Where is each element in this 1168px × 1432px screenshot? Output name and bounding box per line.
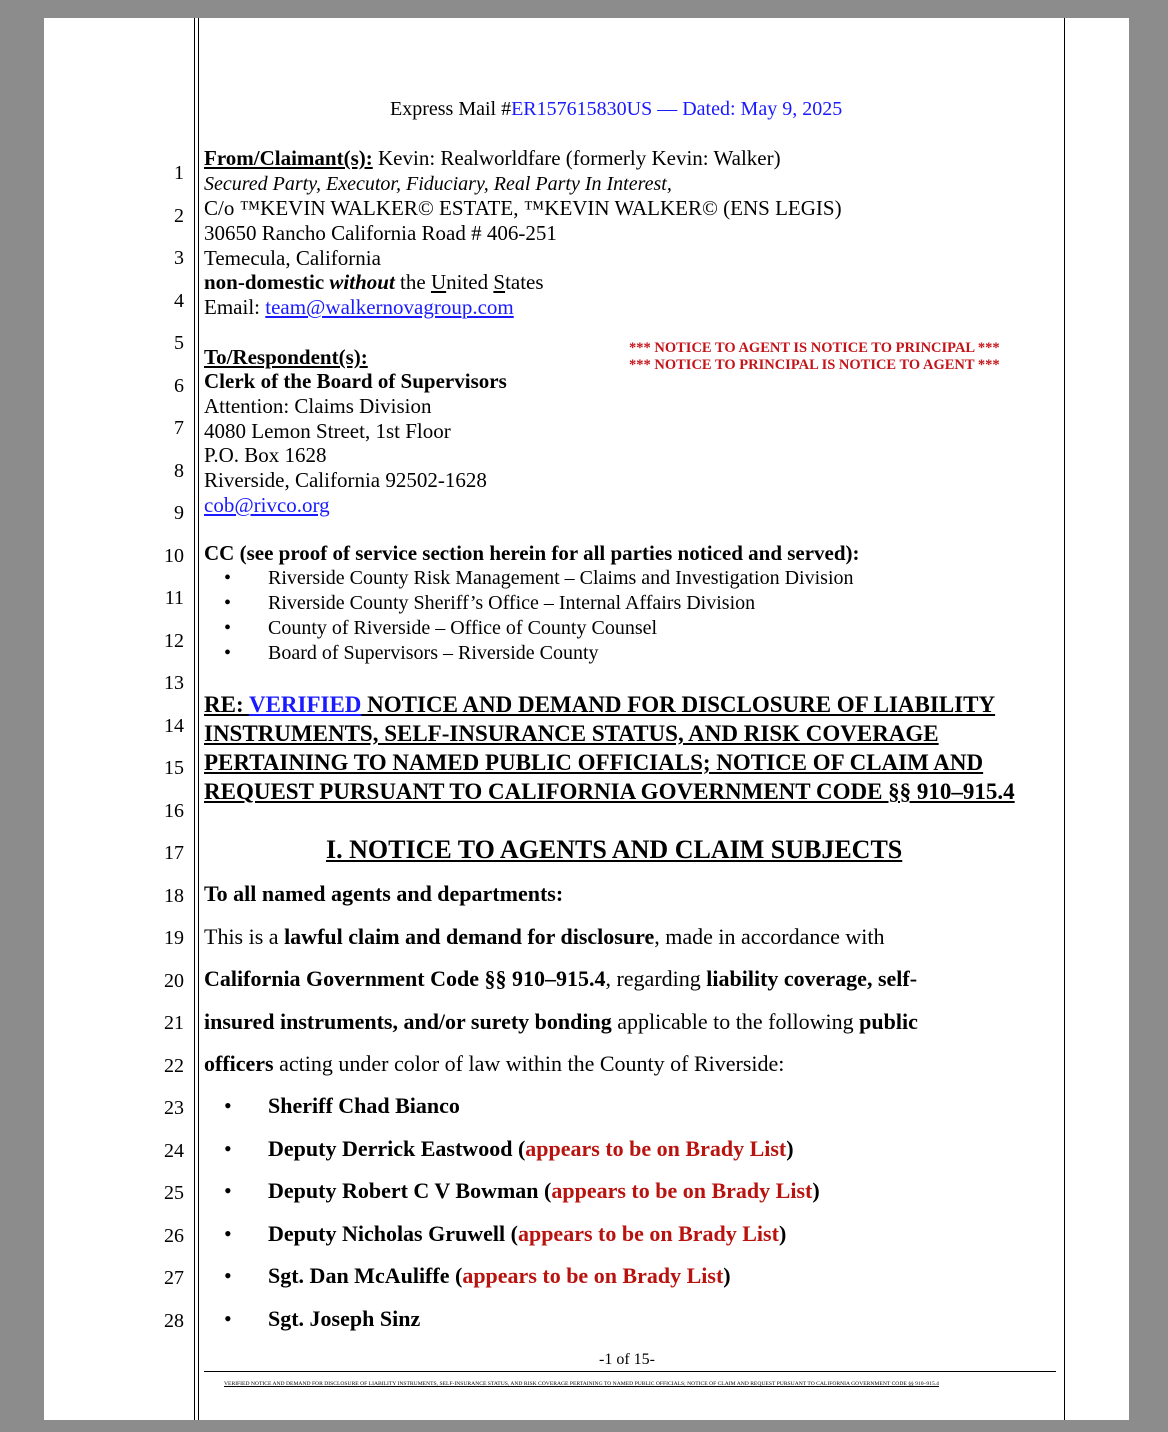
officer-item xyxy=(268,1221,786,1247)
bullet-icon: • xyxy=(224,1178,232,1204)
bullet-icon: • xyxy=(224,1135,232,1161)
line-number: 23 xyxy=(164,1097,184,1119)
line-number: 7 xyxy=(174,417,184,439)
claimant-email-line: Email: team@walkernovagroup.com xyxy=(204,295,514,319)
footer-rule xyxy=(204,1371,1056,1372)
line-number: 1 xyxy=(174,162,184,184)
officer-close: ) xyxy=(778,1220,787,1246)
officer-open: ( xyxy=(510,1220,518,1246)
line-number: 13 xyxy=(164,672,184,694)
line-number: 2 xyxy=(174,204,184,227)
line-number: 25 xyxy=(164,1182,184,1204)
express-mail-header: Express Mail #ER157615830US — Dated: May 9, 2025 xyxy=(390,98,843,120)
officer-close: ) xyxy=(812,1178,820,1204)
line-number: 10 xyxy=(164,544,184,567)
cc-item: County of Riverside – Office of County Counsel xyxy=(268,617,658,639)
re-line-3: PERTAINING TO NAMED PUBLIC OFFICIALS; NOTICE OF CLAIM AND xyxy=(204,750,984,775)
officer-name: Deputy Robert C V Bowman xyxy=(268,1178,545,1204)
officer-item xyxy=(268,1178,820,1204)
officer-close: ) xyxy=(723,1263,731,1289)
re-line-1: RE: VERIFIED NOTICE AND DEMAND FOR DISCLOSURE OF LIABILITY xyxy=(204,692,996,717)
line-number: 17 xyxy=(164,842,184,864)
page-number: -1 of 15- xyxy=(599,1351,655,1368)
line-number: 28 xyxy=(164,1309,184,1332)
respondent-city: Riverside, California 92502-1628 xyxy=(204,468,487,492)
to-label: To/Respondent(s): xyxy=(204,345,368,369)
claimant-status: non-domestic without the United States xyxy=(204,270,544,294)
claimant-estate: C/o ™KEVIN WALKER© ESTATE, ™KEVIN WALKER© (ENS LEGIS) xyxy=(204,196,842,220)
footer-caption: VERIFIED NOTICE AND DEMAND FOR DISCLOSURE OF LIABILITY INSTRUMENTS, SELF-INSURANCE STATUS, AND RISK COVERAGE PERTAINING TO NAMED PUBLIC OFFICIALS; NOTICE OF CLAIM AND REQUEST PURSUANT TO CALIFORNIA GOVERNMENT CODE §§ 910–915.4 xyxy=(224,1381,939,1387)
respondent-attention: Attention: Claims Division xyxy=(204,394,432,418)
bullet-icon: • xyxy=(224,1306,232,1331)
line-number: 27 xyxy=(164,1267,184,1289)
officer-item xyxy=(268,1306,420,1332)
claimant-email-link[interactable]: team@walkernovagroup.com xyxy=(265,295,514,319)
line-number: 6 xyxy=(174,374,184,397)
line-number: 19 xyxy=(164,927,184,949)
left-rule-outer xyxy=(194,18,195,1420)
line-number: 12 xyxy=(164,629,184,652)
line-number: 16 xyxy=(164,799,184,822)
cc-item: Riverside County Sheriff’s Office – Internal Affairs Division xyxy=(268,592,756,614)
line-number: 26 xyxy=(164,1224,184,1247)
header-date: — Dated: May 9, 2025 xyxy=(657,98,843,120)
officer-name: Deputy Nicholas Gruwell xyxy=(268,1220,511,1246)
body-line-4: officers acting under color of law within the County of Riverside: xyxy=(204,1051,785,1076)
bullet-icon: • xyxy=(224,1263,232,1289)
claimant-address2: Temecula, California xyxy=(204,246,381,270)
re-line-4: REQUEST PURSUANT TO CALIFORNIA GOVERNMENT CODE §§ 910–915.4 xyxy=(204,779,1015,804)
bullet-icon: • xyxy=(224,642,232,664)
line-number: 24 xyxy=(164,1139,184,1162)
line-number: 11 xyxy=(164,587,184,609)
bullet-icon: • xyxy=(224,617,232,639)
line-number: 4 xyxy=(174,289,184,312)
officer-open: ( xyxy=(454,1263,463,1289)
claimant-address1: 30650 Rancho California Road # 406-251 xyxy=(204,221,557,245)
line-number: 20 xyxy=(164,969,184,992)
line-number: 18 xyxy=(164,884,184,907)
officer-name: Sgt. Dan McAuliffe xyxy=(268,1263,455,1289)
brady-list-flag: appears to be on Brady List xyxy=(517,1220,779,1246)
line-number: 22 xyxy=(164,1054,184,1077)
officer-close: ) xyxy=(786,1135,794,1161)
officer-item xyxy=(268,1136,794,1162)
right-rule xyxy=(1064,18,1065,1420)
respondent-email-link[interactable]: cob@rivco.org xyxy=(204,493,330,517)
re-line-2: INSTRUMENTS, SELF-INSURANCE STATUS, AND RISK COVERAGE xyxy=(204,721,939,746)
notice-line-1: *** NOTICE TO AGENT IS NOTICE TO PRINCIPAL *** xyxy=(629,340,1000,356)
cc-heading: CC (see proof of service section herein for all parties noticed and served): xyxy=(204,541,860,565)
bullet-icon: • xyxy=(224,1220,232,1246)
brady-list-flag: appears to be on Brady List xyxy=(525,1135,787,1161)
claimant-role: Secured Party, Executor, Fiduciary, Real Party In Interest, xyxy=(204,173,672,195)
section-title: I. NOTICE TO AGENTS AND CLAIM SUBJECTS xyxy=(326,835,903,864)
document-page xyxy=(44,18,1129,1420)
line-number: 14 xyxy=(164,714,184,737)
cc-item: Riverside County Risk Management – Claims and Investigation Division xyxy=(268,567,854,589)
brady-list-flag: appears to be on Brady List xyxy=(462,1263,724,1289)
line-number: 8 xyxy=(174,459,184,482)
line-number: 9 xyxy=(174,502,184,524)
body-line-2: California Government Code §§ 910–915.4, regarding liability coverage, self- xyxy=(204,966,918,991)
line-number: 15 xyxy=(164,757,184,779)
from-label-line xyxy=(204,146,781,171)
tracking-number: ER157615830US xyxy=(511,98,653,120)
officer-name: Deputy Derrick Eastwood xyxy=(268,1135,518,1161)
section-subheading: To all named agents and departments: xyxy=(204,881,564,906)
bullet-icon: • xyxy=(224,567,232,589)
claimant-name: Kevin: Realworldfare (formerly Kevin: Walker) xyxy=(378,146,781,170)
officer-open: ( xyxy=(544,1178,552,1204)
officer-open: ( xyxy=(517,1135,526,1161)
line-number: 3 xyxy=(174,247,184,269)
bullet-icon: • xyxy=(224,592,232,614)
respondent-name: Clerk of the Board of Supervisors xyxy=(204,369,507,393)
bullet-icon: • xyxy=(224,1093,232,1118)
respondent-street: 4080 Lemon Street, 1st Floor xyxy=(204,419,451,443)
line-number: 5 xyxy=(174,332,184,354)
officer-item xyxy=(268,1263,731,1289)
brady-list-flag: appears to be on Brady List xyxy=(551,1178,813,1204)
line-number: 21 xyxy=(164,1012,184,1034)
cc-item: Board of Supervisors – Riverside County xyxy=(268,642,599,664)
body-line-3: insured instruments, and/or surety bonding applicable to the following public xyxy=(204,1009,918,1034)
from-label: From/Claimant(s): xyxy=(204,146,373,170)
notice-line-2: *** NOTICE TO PRINCIPAL IS NOTICE TO AGENT *** xyxy=(629,357,1000,373)
verified-link[interactable]: VERIFIED xyxy=(248,692,362,717)
respondent-pobox: P.O. Box 1628 xyxy=(204,443,327,467)
officer-name: Sgt. Joseph Sinz xyxy=(268,1306,421,1331)
officer-name: Sheriff Chad Bianco xyxy=(268,1093,460,1118)
body-line-1: This is a lawful claim and demand for disclosure, made in accordance with xyxy=(204,924,885,949)
officer-item xyxy=(268,1093,460,1119)
left-rule-inner xyxy=(198,18,199,1420)
